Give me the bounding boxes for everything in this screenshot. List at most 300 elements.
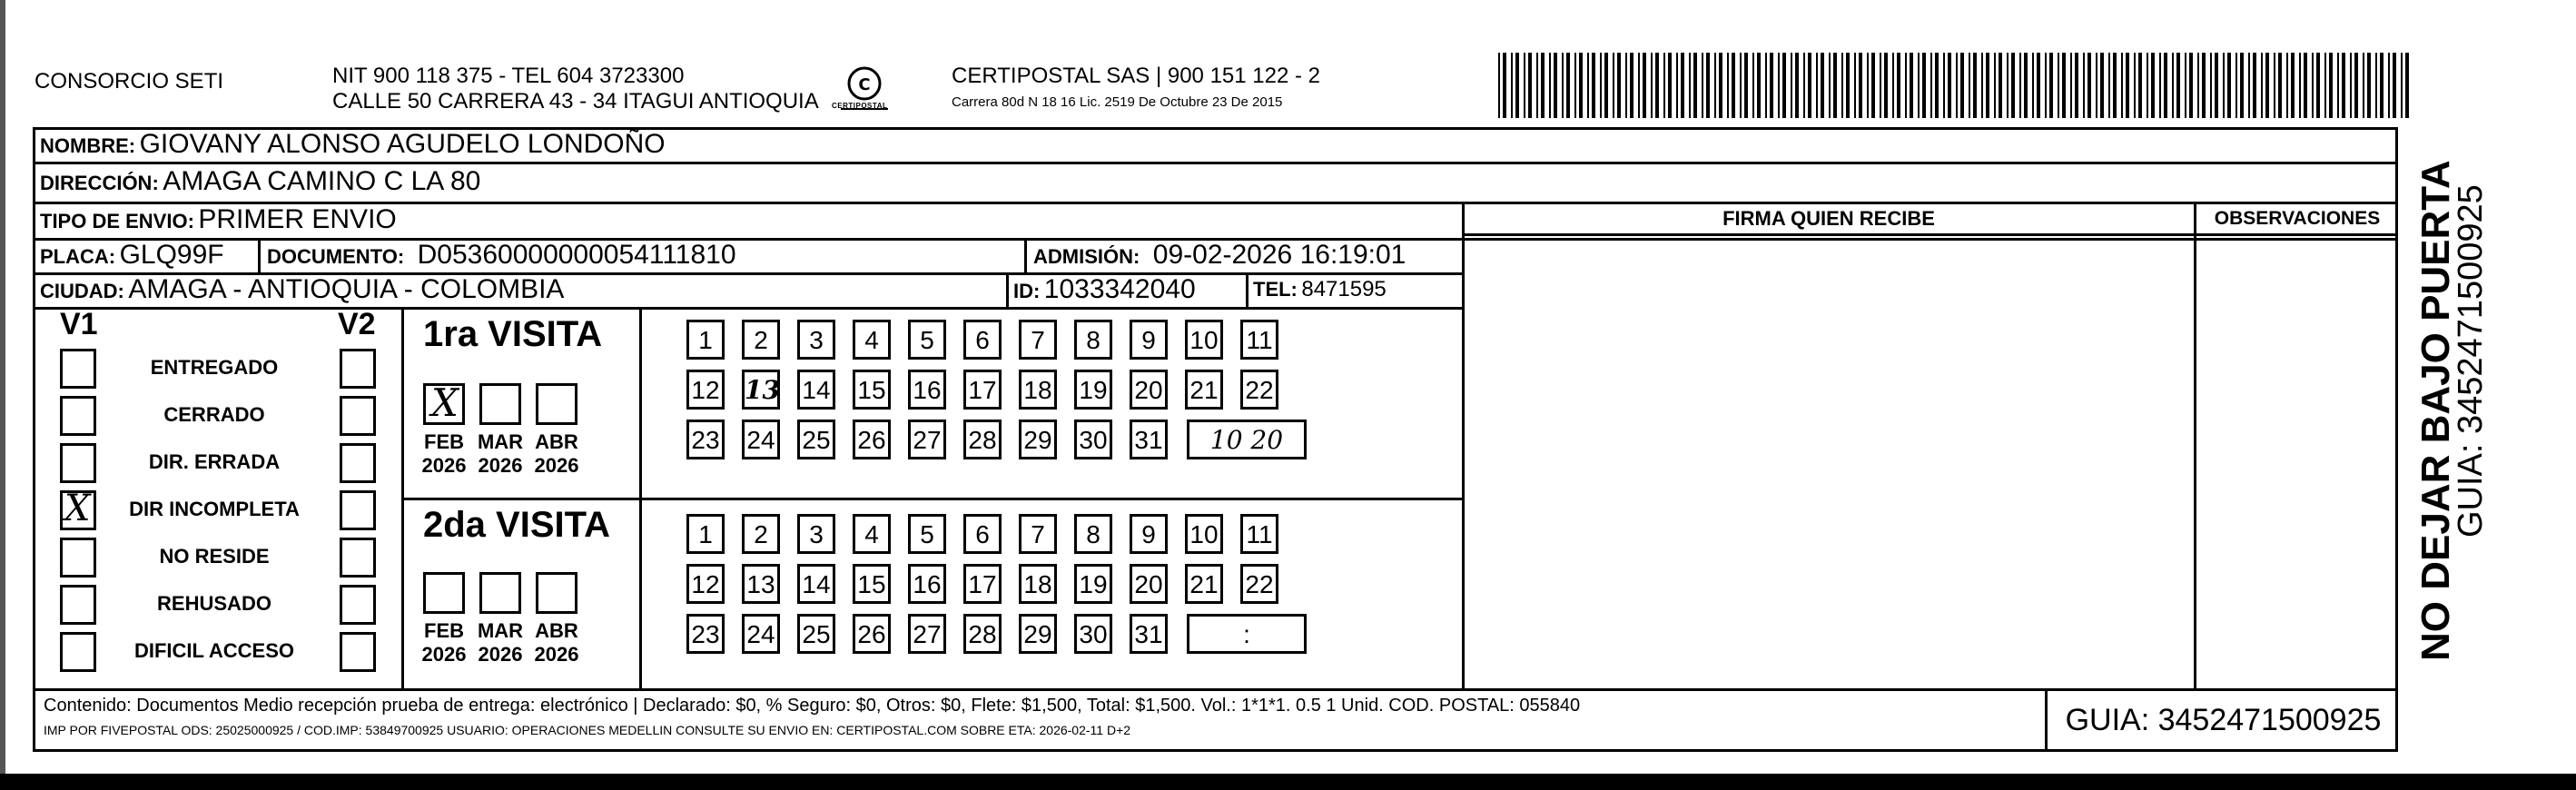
barcode-bar bbox=[1999, 53, 2002, 118]
barcode-bar bbox=[2189, 53, 2193, 118]
barcode-bar bbox=[1503, 53, 1506, 118]
barcode-bar bbox=[2312, 53, 2314, 118]
year-label: 2026 bbox=[534, 643, 579, 666]
day-box[interactable] bbox=[853, 420, 891, 459]
barcode-bar bbox=[2388, 53, 2390, 118]
barcode-bar bbox=[2032, 53, 2034, 118]
barcode-bar bbox=[2138, 53, 2142, 118]
day-box[interactable] bbox=[963, 564, 1002, 604]
tipo-value: PRIMER ENVIO bbox=[198, 204, 397, 234]
barcode-bar bbox=[2202, 53, 2206, 118]
day-number: 16 bbox=[913, 376, 942, 404]
day-number: 20 bbox=[1134, 570, 1163, 598]
handwritten-mark: X bbox=[64, 488, 91, 529]
barcode-bar bbox=[2126, 53, 2129, 118]
month-checkbox[interactable] bbox=[479, 572, 521, 614]
day-box[interactable] bbox=[742, 320, 780, 360]
day-number: 10 bbox=[1189, 326, 1219, 354]
direccion-row bbox=[40, 165, 480, 202]
day-box[interactable] bbox=[686, 514, 725, 554]
v1-checkbox[interactable] bbox=[60, 632, 96, 672]
id-cell bbox=[1013, 273, 1196, 311]
barcode-bar bbox=[1960, 53, 1964, 118]
day-number: 25 bbox=[802, 426, 831, 454]
barcode-bar bbox=[2151, 53, 2155, 118]
admision-label: ADMISIÓN: bbox=[1033, 245, 1140, 268]
documento-label: DOCUMENTO: bbox=[267, 245, 405, 268]
day-box[interactable] bbox=[908, 320, 946, 360]
barcode-bar bbox=[2329, 53, 2333, 118]
day-box[interactable] bbox=[686, 614, 725, 654]
barcode-bar bbox=[1681, 53, 1684, 118]
day-box[interactable] bbox=[1185, 370, 1223, 410]
barcode-bar bbox=[1638, 53, 1640, 118]
day-number: 26 bbox=[857, 426, 886, 454]
barcode-bar bbox=[1841, 53, 1843, 118]
day-box[interactable] bbox=[686, 320, 725, 360]
barcode-bar bbox=[2197, 53, 2199, 118]
day-box[interactable] bbox=[1240, 514, 1278, 554]
year-label: 2026 bbox=[478, 454, 523, 477]
barcode-bar bbox=[2324, 53, 2326, 118]
day-number: 9 bbox=[1141, 520, 1156, 548]
barcode-bar bbox=[1910, 53, 1913, 118]
day-number: 8 bbox=[1086, 520, 1100, 548]
v2-checkbox[interactable] bbox=[340, 349, 376, 389]
barcode-bar bbox=[2401, 53, 2403, 118]
day-number: 4 bbox=[864, 326, 879, 354]
barcode-bar bbox=[2240, 53, 2244, 118]
barcode-bar bbox=[2121, 53, 2123, 118]
barcode-bar bbox=[1706, 53, 1710, 118]
barcode-bar bbox=[1986, 53, 1989, 118]
barcode-bar bbox=[1973, 53, 1977, 118]
day-box[interactable] bbox=[742, 564, 780, 604]
day-number: 5 bbox=[920, 520, 934, 548]
status-label: ENTREGADO bbox=[150, 356, 279, 379]
barcode-bar bbox=[1778, 53, 1780, 118]
no-dejar-bajo-puerta: NO DEJAR BAJO PUERTA bbox=[2413, 160, 2458, 661]
barcode-bar bbox=[2248, 53, 2250, 118]
barcode-bar bbox=[1816, 53, 1818, 118]
day-box[interactable] bbox=[1019, 614, 1057, 654]
day-number: 13 bbox=[746, 570, 775, 598]
barcode-bar bbox=[2037, 53, 2040, 118]
barcode-bar bbox=[1795, 53, 1799, 118]
day-number: 16 bbox=[913, 570, 942, 598]
day-number: 2 bbox=[754, 520, 768, 548]
barcode-bar bbox=[2096, 53, 2097, 118]
barcode-bar bbox=[2147, 53, 2148, 118]
ciudad-cell bbox=[40, 273, 564, 311]
barcode-bar bbox=[2159, 53, 2161, 118]
barcode-bar bbox=[2113, 53, 2117, 118]
day-box[interactable] bbox=[1130, 564, 1168, 604]
month-label: MAR bbox=[477, 619, 524, 642]
barcode-bar bbox=[2291, 53, 2295, 118]
barcode-bar bbox=[2223, 53, 2225, 118]
handwritten-mark: X bbox=[431, 380, 459, 425]
day-box[interactable] bbox=[1130, 370, 1168, 410]
barcode-bar bbox=[1821, 53, 1824, 118]
barcode-bar bbox=[1956, 53, 1958, 118]
documento-cell bbox=[267, 239, 736, 276]
barcode-bar bbox=[1625, 53, 1627, 118]
nombre-value: GIOVANY ALONSO AGUDELO LONDOÑO bbox=[139, 129, 666, 159]
day-box[interactable] bbox=[1130, 420, 1168, 459]
barcode-bar bbox=[1630, 53, 1633, 118]
day-box[interactable] bbox=[963, 320, 1002, 360]
day-box[interactable] bbox=[1074, 514, 1112, 554]
day-box[interactable] bbox=[797, 370, 835, 410]
day-number: 5 bbox=[920, 326, 934, 354]
day-number: 23 bbox=[691, 620, 720, 648]
day-number: 20 bbox=[1134, 376, 1163, 404]
year-label: 2026 bbox=[478, 643, 523, 666]
status-label: DIFICIL ACCESO bbox=[133, 639, 294, 662]
v2-checkbox[interactable] bbox=[340, 490, 376, 530]
day-number: 28 bbox=[968, 426, 997, 454]
barcode-bar bbox=[1651, 53, 1653, 118]
barcode-bar bbox=[1663, 53, 1665, 118]
imp-line: IMP POR FIVEPOSTAL ODS: 25025000925 / COD.IMP: 53849700925 USUARIO: OPERACIONES MEDELLIN CONSULTE SU ENVIO EN: CERTIPOSTAL.COM SOBRE ETA: 2026-02-11 D+2 bbox=[44, 723, 1131, 737]
barcode-bar bbox=[2134, 53, 2136, 118]
barcode-bar bbox=[2235, 53, 2237, 118]
day-number: 14 bbox=[802, 570, 831, 598]
tipo-label: TIPO DE ENVIO: bbox=[40, 210, 194, 232]
day-number: 29 bbox=[1023, 620, 1052, 648]
barcode-bar bbox=[2316, 53, 2320, 118]
barcode-bar bbox=[1918, 53, 1920, 118]
v2-checkbox[interactable] bbox=[340, 443, 376, 483]
ciudad-value: AMAGA - ANTIOQUIA - COLOMBIA bbox=[128, 274, 565, 304]
day-box[interactable] bbox=[853, 614, 891, 654]
tel-value: 8471595 bbox=[1301, 277, 1387, 301]
day-number: 31 bbox=[1134, 426, 1163, 454]
ciudad-label: CIUDAD: bbox=[40, 280, 124, 302]
day-box[interactable] bbox=[1240, 320, 1278, 360]
barcode-bar bbox=[2274, 53, 2275, 118]
placa-cell bbox=[40, 239, 224, 276]
svg-text:C: C bbox=[858, 75, 871, 94]
day-box[interactable] bbox=[853, 514, 891, 554]
barcode-bar bbox=[2083, 53, 2085, 118]
day-box[interactable] bbox=[1019, 320, 1057, 360]
day-box[interactable] bbox=[963, 370, 1002, 410]
time-value: 10 20 bbox=[1209, 425, 1284, 455]
day-box[interactable] bbox=[908, 370, 946, 410]
day-box[interactable] bbox=[963, 614, 1002, 654]
day-number: 30 bbox=[1079, 620, 1108, 648]
day-box[interactable] bbox=[742, 614, 780, 654]
barcode-bar bbox=[1693, 53, 1697, 118]
day-box[interactable] bbox=[742, 514, 780, 554]
day-box[interactable] bbox=[686, 420, 725, 459]
barcode-bar bbox=[2210, 53, 2212, 118]
barcode-bar bbox=[1867, 53, 1869, 118]
day-box[interactable] bbox=[963, 514, 1002, 554]
barcode-bar bbox=[2019, 53, 2021, 118]
month-label: ABR bbox=[535, 430, 578, 453]
barcode-bar bbox=[2049, 53, 2053, 118]
day-number: 15 bbox=[857, 376, 886, 404]
admision-value: 09-02-2026 16:19:01 bbox=[1152, 240, 1406, 270]
barcode-bar bbox=[2350, 53, 2352, 118]
day-box[interactable] bbox=[853, 564, 891, 604]
month-checkbox[interactable] bbox=[536, 383, 577, 425]
year-label: 2026 bbox=[421, 454, 467, 477]
year-label: 2026 bbox=[534, 454, 579, 477]
day-number: 6 bbox=[975, 520, 990, 548]
barcode-bar bbox=[1600, 53, 1602, 118]
day-box[interactable] bbox=[797, 564, 835, 604]
nombre-label: NOMBRE: bbox=[40, 134, 136, 157]
day-box[interactable] bbox=[1130, 514, 1168, 554]
nombre-row bbox=[40, 128, 666, 165]
day-number: 15 bbox=[857, 570, 886, 598]
day-number: 1 bbox=[698, 326, 713, 354]
day-box[interactable] bbox=[1074, 614, 1112, 654]
month-checkbox[interactable] bbox=[479, 383, 521, 425]
barcode-bar bbox=[1803, 53, 1805, 118]
resolution-line: Carrera 80d N 18 16 Lic. 2519 De Octubre 23 De 2015 bbox=[952, 94, 1283, 110]
day-number: 24 bbox=[746, 620, 775, 648]
day-box[interactable] bbox=[797, 614, 835, 654]
v1-checkbox[interactable] bbox=[60, 538, 96, 578]
v2-checkbox[interactable] bbox=[340, 538, 376, 578]
day-box[interactable] bbox=[1074, 370, 1112, 410]
barcode-bar bbox=[1566, 53, 1570, 118]
barcode-bar bbox=[1719, 53, 1722, 118]
day-box[interactable] bbox=[797, 420, 835, 459]
day-number: 31 bbox=[1134, 620, 1163, 648]
day-box[interactable] bbox=[1185, 514, 1223, 554]
barcode-bar bbox=[2172, 53, 2174, 118]
day-box[interactable] bbox=[742, 370, 780, 410]
barcode-bar bbox=[1714, 53, 1716, 118]
barcode-bar bbox=[1604, 53, 1608, 118]
barcode-bar bbox=[2405, 53, 2409, 118]
barcode-bar bbox=[2299, 53, 2301, 118]
scan-edge-bottom bbox=[0, 774, 2576, 790]
barcode-bar bbox=[1744, 53, 1748, 118]
barcode-bar bbox=[1880, 53, 1881, 118]
day-box[interactable] bbox=[686, 370, 725, 410]
day-box[interactable] bbox=[908, 614, 946, 654]
day-box[interactable] bbox=[1130, 614, 1168, 654]
barcode-bar bbox=[1782, 53, 1786, 118]
status-label: DIR INCOMPLETA bbox=[129, 498, 300, 520]
barcode-bar bbox=[1757, 53, 1761, 118]
v1-checkbox[interactable] bbox=[60, 490, 96, 530]
barcode-bar bbox=[1791, 53, 1792, 118]
barcode-bar bbox=[1541, 53, 1545, 118]
v2-label: V2 bbox=[338, 307, 376, 341]
barcode-bar bbox=[1829, 53, 1831, 118]
barcode-bar bbox=[2354, 53, 2358, 118]
barcode-bar bbox=[1592, 53, 1595, 118]
month-checkbox[interactable] bbox=[536, 572, 577, 614]
day-number: 21 bbox=[1189, 376, 1219, 404]
day-box[interactable] bbox=[1019, 370, 1057, 410]
barcode-bar bbox=[1511, 53, 1513, 118]
day-box[interactable] bbox=[1019, 564, 1057, 604]
barcode-bar bbox=[2342, 53, 2345, 118]
barcode-bar bbox=[1846, 53, 1850, 118]
barcode-bar bbox=[2393, 53, 2396, 118]
day-box[interactable] bbox=[686, 564, 725, 604]
status-label: NO RESIDE bbox=[159, 545, 270, 568]
month-label: FEB bbox=[424, 619, 464, 642]
day-number: 19 bbox=[1079, 570, 1108, 598]
day-number: 7 bbox=[1031, 520, 1045, 548]
day-box[interactable] bbox=[1074, 320, 1112, 360]
barcode-bar bbox=[1770, 53, 1773, 118]
barcode-bar bbox=[1922, 53, 1926, 118]
v2-checkbox[interactable] bbox=[340, 585, 376, 625]
day-number: 1 bbox=[698, 520, 713, 548]
day-box[interactable] bbox=[963, 420, 1002, 459]
barcode-bar bbox=[1897, 53, 1900, 118]
barcode-bar bbox=[1536, 53, 1538, 118]
id-value: 1033342040 bbox=[1043, 274, 1196, 304]
barcode-bar bbox=[1765, 53, 1767, 118]
day-box[interactable] bbox=[908, 420, 946, 459]
day-box[interactable] bbox=[797, 514, 835, 554]
tipo-row bbox=[40, 203, 397, 241]
month-label: MAR bbox=[477, 430, 524, 453]
barcode-bar bbox=[1981, 53, 1983, 118]
day-number: 27 bbox=[913, 426, 942, 454]
day-number: 11 bbox=[1246, 326, 1273, 354]
day-number: 22 bbox=[1245, 376, 1274, 404]
day-box[interactable] bbox=[1074, 420, 1112, 459]
day-box[interactable] bbox=[853, 370, 891, 410]
time-value: : bbox=[1243, 620, 1250, 648]
day-box[interactable] bbox=[1240, 370, 1278, 410]
tel-cell bbox=[1253, 273, 1387, 309]
barcode-bar bbox=[1740, 53, 1742, 118]
nit-line: NIT 900 118 375 - TEL 604 3723300 bbox=[332, 64, 685, 88]
barcode-bar bbox=[1613, 53, 1614, 118]
tel-label: TEL: bbox=[1253, 278, 1298, 301]
barcode-bar bbox=[2058, 53, 2059, 118]
barcode-bar bbox=[2261, 53, 2263, 118]
day-number: 12 bbox=[691, 570, 720, 598]
day-number: 26 bbox=[857, 620, 886, 648]
v2-checkbox[interactable] bbox=[340, 632, 376, 672]
day-number: 24 bbox=[746, 426, 775, 454]
barcode-bar bbox=[2045, 53, 2047, 118]
barcode-bar bbox=[1515, 53, 1519, 118]
direccion-label: DIRECCIÓN: bbox=[40, 172, 159, 194]
barcode-bar bbox=[1702, 53, 1703, 118]
time-box[interactable] bbox=[1187, 614, 1307, 654]
day-box[interactable] bbox=[1074, 564, 1112, 604]
barcode-bar bbox=[2007, 53, 2008, 118]
day-box[interactable] bbox=[1130, 320, 1168, 360]
barcode-bar bbox=[1892, 53, 1894, 118]
firma-label: FIRMA QUIEN RECIBE bbox=[1722, 207, 1935, 230]
day-number: 2 bbox=[754, 326, 768, 354]
day-box[interactable] bbox=[1185, 320, 1223, 360]
placa-value: GLQ99F bbox=[119, 240, 224, 270]
day-number: 17 bbox=[968, 376, 997, 404]
day-number: 14 bbox=[802, 376, 831, 404]
barcode-bar bbox=[1554, 53, 1557, 118]
day-number: 23 bbox=[691, 426, 720, 454]
barcode-bar bbox=[1994, 53, 1996, 118]
logo-text: CERTIPOSTAL bbox=[832, 102, 888, 110]
day-box[interactable] bbox=[742, 420, 780, 459]
barcode-bar bbox=[2227, 53, 2231, 118]
observaciones-label: OBSERVACIONES bbox=[2214, 208, 2381, 229]
barcode-bar bbox=[1727, 53, 1729, 118]
barcode-bar bbox=[2215, 53, 2218, 118]
contenido-line: Contenido: Documentos Medio recepción prueba de entrega: electrónico | Declarado: $0, % Seguro: $0, Otros: $0, Flete: $1,500, Total: $1,500. Vol.: 1*1*1. 0.5 1 Unid. COD. POSTAL: 055840 bbox=[44, 696, 1581, 716]
barcode-bar bbox=[1808, 53, 1811, 118]
v1-checkbox[interactable] bbox=[60, 396, 96, 436]
day-box[interactable] bbox=[1185, 564, 1223, 604]
day-box[interactable] bbox=[1240, 564, 1278, 604]
month-checkbox[interactable] bbox=[423, 380, 465, 425]
month-checkbox[interactable] bbox=[423, 572, 465, 614]
time-box[interactable] bbox=[1187, 420, 1307, 459]
barcode-bar bbox=[1587, 53, 1589, 118]
status-label: DIR. ERRADA bbox=[148, 450, 281, 473]
id-label: ID: bbox=[1013, 280, 1041, 302]
day-box[interactable] bbox=[908, 514, 946, 554]
barcode-bar bbox=[2108, 53, 2110, 118]
barcode-bar bbox=[1528, 53, 1532, 118]
v1-checkbox[interactable] bbox=[60, 443, 96, 483]
day-box[interactable] bbox=[1019, 420, 1057, 459]
placa-label: PLACA: bbox=[40, 245, 116, 268]
barcode-bar bbox=[1579, 53, 1583, 118]
day-box[interactable] bbox=[853, 320, 891, 360]
barcode-bar bbox=[2062, 53, 2066, 118]
barcode-bar bbox=[2304, 53, 2307, 118]
footer-guia: GUIA: 3452471500925 bbox=[2065, 703, 2382, 737]
v1-label: V1 bbox=[60, 307, 98, 341]
v1-checkbox[interactable] bbox=[60, 349, 96, 389]
barcode-bar bbox=[2265, 53, 2269, 118]
v1-checkbox[interactable] bbox=[60, 585, 96, 625]
barcode-bar bbox=[1752, 53, 1754, 118]
day-box[interactable] bbox=[1019, 514, 1057, 554]
day-number: 22 bbox=[1245, 570, 1274, 598]
barcode-bar bbox=[1833, 53, 1837, 118]
day-number: 9 bbox=[1141, 326, 1156, 354]
day-number: 21 bbox=[1189, 570, 1219, 598]
barcode-bar bbox=[2375, 53, 2377, 118]
day-number: 7 bbox=[1031, 326, 1045, 354]
barcode-bar bbox=[1948, 53, 1951, 118]
day-box[interactable] bbox=[797, 320, 835, 360]
barcode-bar bbox=[1943, 53, 1945, 118]
v2-checkbox[interactable] bbox=[340, 396, 376, 436]
day-number: 3 bbox=[809, 520, 824, 548]
visit1-title: 1ra VISITA bbox=[423, 314, 603, 354]
admision-cell bbox=[1033, 239, 1406, 276]
day-box[interactable] bbox=[908, 564, 946, 604]
barcode-bar bbox=[1668, 53, 1672, 118]
barcode-bar bbox=[1574, 53, 1576, 118]
barcode-bar bbox=[2367, 53, 2371, 118]
barcode-bar bbox=[2164, 53, 2167, 118]
barcode-bar bbox=[2100, 53, 2104, 118]
day-number: 3 bbox=[809, 326, 824, 354]
